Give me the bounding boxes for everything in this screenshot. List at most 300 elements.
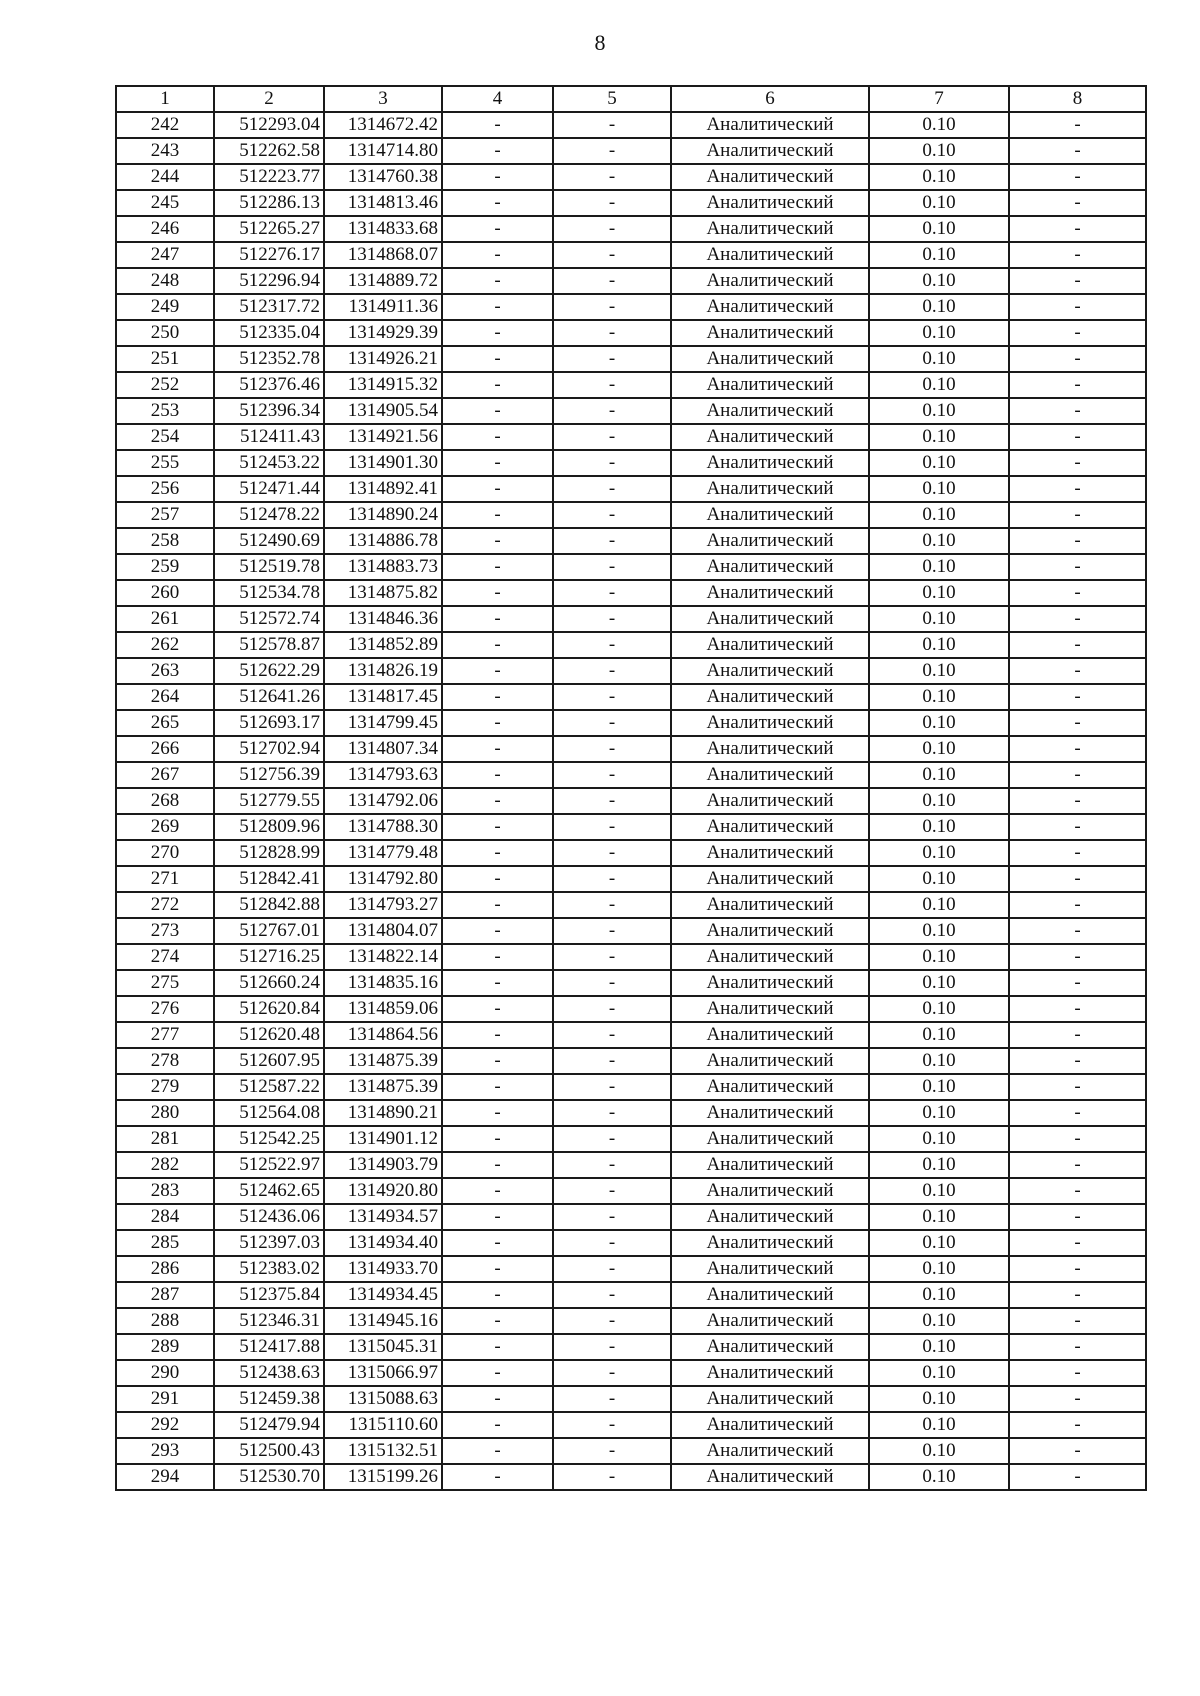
method-cell: Аналитический (671, 164, 869, 190)
point-number: 243 (116, 138, 214, 164)
coordinate-x: 512286.13 (214, 190, 324, 216)
method-cell: Аналитический (671, 762, 869, 788)
accuracy-cell: 0.10 (869, 892, 1009, 918)
column-8-value: - (1009, 632, 1146, 658)
column-8-value: - (1009, 1230, 1146, 1256)
coordinate-y: 1314886.78 (324, 528, 442, 554)
coordinate-x: 512693.17 (214, 710, 324, 736)
point-number: 290 (116, 1360, 214, 1386)
coordinate-x: 512716.25 (214, 944, 324, 970)
point-number: 272 (116, 892, 214, 918)
column-4-value: - (442, 424, 553, 450)
coordinate-y: 1314901.12 (324, 1126, 442, 1152)
table-row (116, 528, 1146, 554)
column-4-value: - (442, 1256, 553, 1282)
column-8-value: - (1009, 216, 1146, 242)
accuracy-cell: 0.10 (869, 1464, 1009, 1490)
column-8-value: - (1009, 1438, 1146, 1464)
column-5-value: - (553, 268, 671, 294)
column-5-value: - (553, 762, 671, 788)
point-number: 252 (116, 372, 214, 398)
accuracy-cell: 0.10 (869, 1100, 1009, 1126)
column-5-value: - (553, 190, 671, 216)
coordinate-y: 1314822.14 (324, 944, 442, 970)
accuracy-cell: 0.10 (869, 112, 1009, 138)
point-number: 258 (116, 528, 214, 554)
method-cell: Аналитический (671, 1022, 869, 1048)
accuracy-cell: 0.10 (869, 788, 1009, 814)
coordinate-x: 512641.26 (214, 684, 324, 710)
column-8-value: - (1009, 840, 1146, 866)
method-cell: Аналитический (671, 294, 869, 320)
method-cell: Аналитический (671, 1464, 869, 1490)
accuracy-cell: 0.10 (869, 1334, 1009, 1360)
coordinate-y: 1314892.41 (324, 476, 442, 502)
column-8-value: - (1009, 684, 1146, 710)
accuracy-cell: 0.10 (869, 606, 1009, 632)
table-row (116, 1204, 1146, 1230)
coordinate-x: 512335.04 (214, 320, 324, 346)
column-4-value: - (442, 892, 553, 918)
column-5-value: - (553, 242, 671, 268)
point-number: 261 (116, 606, 214, 632)
table-row (116, 112, 1146, 138)
point-number: 245 (116, 190, 214, 216)
column-4-value: - (442, 1230, 553, 1256)
column-8-value: - (1009, 1204, 1146, 1230)
table-row (116, 1230, 1146, 1256)
coordinate-x: 512397.03 (214, 1230, 324, 1256)
table-row (116, 1022, 1146, 1048)
coordinate-x: 512534.78 (214, 580, 324, 606)
accuracy-cell: 0.10 (869, 398, 1009, 424)
column-4-value: - (442, 138, 553, 164)
method-cell: Аналитический (671, 268, 869, 294)
accuracy-cell: 0.10 (869, 1126, 1009, 1152)
column-8-value: - (1009, 1048, 1146, 1074)
coordinate-x: 512276.17 (214, 242, 324, 268)
column-4-value: - (442, 502, 553, 528)
accuracy-cell: 0.10 (869, 762, 1009, 788)
coordinate-y: 1314864.56 (324, 1022, 442, 1048)
column-header: 5 (553, 86, 671, 112)
table-row (116, 1308, 1146, 1334)
column-5-value: - (553, 138, 671, 164)
column-5-value: - (553, 1412, 671, 1438)
column-4-value: - (442, 788, 553, 814)
table-row (116, 502, 1146, 528)
table-row (116, 216, 1146, 242)
column-4-value: - (442, 1178, 553, 1204)
point-number: 276 (116, 996, 214, 1022)
coordinate-y: 1314875.39 (324, 1074, 442, 1100)
column-5-value: - (553, 346, 671, 372)
column-8-value: - (1009, 1100, 1146, 1126)
method-cell: Аналитический (671, 216, 869, 242)
column-8-value: - (1009, 814, 1146, 840)
accuracy-cell: 0.10 (869, 970, 1009, 996)
column-4-value: - (442, 372, 553, 398)
coordinate-x: 512828.99 (214, 840, 324, 866)
column-5-value: - (553, 1334, 671, 1360)
accuracy-cell: 0.10 (869, 372, 1009, 398)
column-4-value: - (442, 1204, 553, 1230)
column-4-value: - (442, 1464, 553, 1490)
method-cell: Аналитический (671, 918, 869, 944)
column-8-value: - (1009, 502, 1146, 528)
method-cell: Аналитический (671, 1360, 869, 1386)
coordinate-y: 1315045.31 (324, 1334, 442, 1360)
table-row (116, 294, 1146, 320)
column-4-value: - (442, 1334, 553, 1360)
table-row (116, 658, 1146, 684)
coordinate-x: 512417.88 (214, 1334, 324, 1360)
column-5-value: - (553, 1464, 671, 1490)
coordinate-y: 1314920.80 (324, 1178, 442, 1204)
coordinate-x: 512620.84 (214, 996, 324, 1022)
column-4-value: - (442, 684, 553, 710)
column-header: 4 (442, 86, 553, 112)
column-8-value: - (1009, 190, 1146, 216)
point-number: 250 (116, 320, 214, 346)
table-row (116, 1178, 1146, 1204)
table-row (116, 1152, 1146, 1178)
column-4-value: - (442, 346, 553, 372)
coordinate-y: 1314835.16 (324, 970, 442, 996)
column-5-value: - (553, 1308, 671, 1334)
accuracy-cell: 0.10 (869, 1308, 1009, 1334)
column-8-value: - (1009, 580, 1146, 606)
coordinate-y: 1314875.39 (324, 1048, 442, 1074)
table-row (116, 424, 1146, 450)
column-8-value: - (1009, 476, 1146, 502)
point-number: 253 (116, 398, 214, 424)
coordinate-x: 512842.41 (214, 866, 324, 892)
column-4-value: - (442, 294, 553, 320)
point-number: 266 (116, 736, 214, 762)
column-8-value: - (1009, 1074, 1146, 1100)
column-4-value: - (442, 554, 553, 580)
method-cell: Аналитический (671, 788, 869, 814)
column-5-value: - (553, 1178, 671, 1204)
column-5-value: - (553, 1100, 671, 1126)
column-8-value: - (1009, 658, 1146, 684)
point-number: 271 (116, 866, 214, 892)
column-4-value: - (442, 918, 553, 944)
column-8-value: - (1009, 320, 1146, 346)
point-number: 262 (116, 632, 214, 658)
coordinate-y: 1315110.60 (324, 1412, 442, 1438)
table-row (116, 268, 1146, 294)
column-8-value: - (1009, 918, 1146, 944)
column-8-value: - (1009, 1334, 1146, 1360)
accuracy-cell: 0.10 (869, 1178, 1009, 1204)
coordinate-x: 512262.58 (214, 138, 324, 164)
accuracy-cell: 0.10 (869, 1074, 1009, 1100)
method-cell: Аналитический (671, 840, 869, 866)
coordinate-x: 512779.55 (214, 788, 324, 814)
coordinate-y: 1314889.72 (324, 268, 442, 294)
coordinate-x: 512578.87 (214, 632, 324, 658)
column-8-value: - (1009, 398, 1146, 424)
table-row (116, 1334, 1146, 1360)
coordinate-y: 1314779.48 (324, 840, 442, 866)
coordinate-x: 512438.63 (214, 1360, 324, 1386)
accuracy-cell: 0.10 (869, 710, 1009, 736)
coordinate-y: 1314868.07 (324, 242, 442, 268)
method-cell: Аналитический (671, 424, 869, 450)
table-row (116, 1048, 1146, 1074)
column-8-value: - (1009, 1360, 1146, 1386)
method-cell: Аналитический (671, 658, 869, 684)
coordinate-y: 1314807.34 (324, 736, 442, 762)
coordinate-y: 1314890.24 (324, 502, 442, 528)
coordinate-x: 512767.01 (214, 918, 324, 944)
column-8-value: - (1009, 892, 1146, 918)
column-5-value: - (553, 294, 671, 320)
point-number: 291 (116, 1386, 214, 1412)
table-row (116, 736, 1146, 762)
column-8-value: - (1009, 1386, 1146, 1412)
accuracy-cell: 0.10 (869, 736, 1009, 762)
point-number: 292 (116, 1412, 214, 1438)
column-4-value: - (442, 814, 553, 840)
column-8-value: - (1009, 1308, 1146, 1334)
accuracy-cell: 0.10 (869, 1282, 1009, 1308)
table-body (116, 112, 1146, 1490)
method-cell: Аналитический (671, 1048, 869, 1074)
column-8-value: - (1009, 112, 1146, 138)
coordinate-y: 1314760.38 (324, 164, 442, 190)
column-8-value: - (1009, 294, 1146, 320)
coordinate-x: 512462.65 (214, 1178, 324, 1204)
accuracy-cell: 0.10 (869, 1386, 1009, 1412)
accuracy-cell: 0.10 (869, 528, 1009, 554)
coordinate-y: 1315132.51 (324, 1438, 442, 1464)
column-5-value: - (553, 554, 671, 580)
column-4-value: - (442, 710, 553, 736)
column-4-value: - (442, 476, 553, 502)
column-5-value: - (553, 372, 671, 398)
method-cell: Аналитический (671, 814, 869, 840)
column-8-value: - (1009, 762, 1146, 788)
point-number: 285 (116, 1230, 214, 1256)
column-5-value: - (553, 1360, 671, 1386)
table-row (116, 710, 1146, 736)
column-4-value: - (442, 866, 553, 892)
coordinate-x: 512542.25 (214, 1126, 324, 1152)
coordinate-x: 512809.96 (214, 814, 324, 840)
column-8-value: - (1009, 1256, 1146, 1282)
column-5-value: - (553, 476, 671, 502)
column-4-value: - (442, 216, 553, 242)
column-4-value: - (442, 580, 553, 606)
column-4-value: - (442, 762, 553, 788)
point-number: 280 (116, 1100, 214, 1126)
table-row (116, 320, 1146, 346)
method-cell: Аналитический (671, 346, 869, 372)
point-number: 284 (116, 1204, 214, 1230)
column-4-value: - (442, 1386, 553, 1412)
column-8-value: - (1009, 138, 1146, 164)
column-5-value: - (553, 1438, 671, 1464)
point-number: 282 (116, 1152, 214, 1178)
table-row (116, 1438, 1146, 1464)
table-row (116, 632, 1146, 658)
column-8-value: - (1009, 242, 1146, 268)
column-header: 2 (214, 86, 324, 112)
point-number: 256 (116, 476, 214, 502)
column-5-value: - (553, 580, 671, 606)
column-4-value: - (442, 606, 553, 632)
table-row (116, 1412, 1146, 1438)
method-cell: Аналитический (671, 1230, 869, 1256)
column-5-value: - (553, 502, 671, 528)
method-cell: Аналитический (671, 996, 869, 1022)
coordinate-y: 1314911.36 (324, 294, 442, 320)
coordinate-x: 512459.38 (214, 1386, 324, 1412)
column-header: 3 (324, 86, 442, 112)
table-row (116, 372, 1146, 398)
column-8-value: - (1009, 268, 1146, 294)
method-cell: Аналитический (671, 138, 869, 164)
point-number: 273 (116, 918, 214, 944)
point-number: 247 (116, 242, 214, 268)
accuracy-cell: 0.10 (869, 632, 1009, 658)
coordinate-x: 512396.34 (214, 398, 324, 424)
column-5-value: - (553, 944, 671, 970)
accuracy-cell: 0.10 (869, 242, 1009, 268)
coordinate-y: 1314826.19 (324, 658, 442, 684)
table-row (116, 1256, 1146, 1282)
coordinate-y: 1314934.45 (324, 1282, 442, 1308)
accuracy-cell: 0.10 (869, 866, 1009, 892)
coordinate-x: 512375.84 (214, 1282, 324, 1308)
table-row (116, 1282, 1146, 1308)
column-5-value: - (553, 398, 671, 424)
coordinate-x: 512564.08 (214, 1100, 324, 1126)
coordinate-y: 1315088.63 (324, 1386, 442, 1412)
coordinate-x: 512756.39 (214, 762, 324, 788)
coordinate-x: 512660.24 (214, 970, 324, 996)
point-number: 294 (116, 1464, 214, 1490)
point-number: 254 (116, 424, 214, 450)
column-8-value: - (1009, 710, 1146, 736)
column-5-value: - (553, 788, 671, 814)
table-row (116, 190, 1146, 216)
method-cell: Аналитический (671, 1386, 869, 1412)
method-cell: Аналитический (671, 1126, 869, 1152)
column-4-value: - (442, 996, 553, 1022)
method-cell: Аналитический (671, 1282, 869, 1308)
coordinate-y: 1314804.07 (324, 918, 442, 944)
column-5-value: - (553, 1256, 671, 1282)
column-4-value: - (442, 190, 553, 216)
coordinate-y: 1314813.46 (324, 190, 442, 216)
coordinate-y: 1314945.16 (324, 1308, 442, 1334)
column-5-value: - (553, 970, 671, 996)
column-5-value: - (553, 658, 671, 684)
accuracy-cell: 0.10 (869, 1022, 1009, 1048)
column-8-value: - (1009, 554, 1146, 580)
coordinate-y: 1314817.45 (324, 684, 442, 710)
coordinate-x: 512453.22 (214, 450, 324, 476)
coordinate-x: 512471.44 (214, 476, 324, 502)
coordinate-x: 512293.04 (214, 112, 324, 138)
coordinate-y: 1314714.80 (324, 138, 442, 164)
coordinate-y: 1315066.97 (324, 1360, 442, 1386)
column-5-value: - (553, 1386, 671, 1412)
coordinate-y: 1314788.30 (324, 814, 442, 840)
point-number: 281 (116, 1126, 214, 1152)
coordinate-x: 512478.22 (214, 502, 324, 528)
accuracy-cell: 0.10 (869, 1230, 1009, 1256)
column-8-value: - (1009, 788, 1146, 814)
accuracy-cell: 0.10 (869, 450, 1009, 476)
column-8-value: - (1009, 1412, 1146, 1438)
table-row (116, 814, 1146, 840)
table-row (116, 1386, 1146, 1412)
point-number: 287 (116, 1282, 214, 1308)
column-5-value: - (553, 736, 671, 762)
method-cell: Аналитический (671, 190, 869, 216)
accuracy-cell: 0.10 (869, 268, 1009, 294)
point-number: 265 (116, 710, 214, 736)
table-row (116, 1074, 1146, 1100)
accuracy-cell: 0.10 (869, 1412, 1009, 1438)
method-cell: Аналитический (671, 502, 869, 528)
column-5-value: - (553, 424, 671, 450)
table-row (116, 1126, 1146, 1152)
column-5-value: - (553, 1282, 671, 1308)
method-cell: Аналитический (671, 1308, 869, 1334)
coordinate-y: 1314915.32 (324, 372, 442, 398)
coordinate-y: 1314883.73 (324, 554, 442, 580)
column-8-value: - (1009, 346, 1146, 372)
column-4-value: - (442, 1074, 553, 1100)
column-5-value: - (553, 112, 671, 138)
accuracy-cell: 0.10 (869, 996, 1009, 1022)
column-5-value: - (553, 1230, 671, 1256)
point-number: 277 (116, 1022, 214, 1048)
column-5-value: - (553, 528, 671, 554)
table-row (116, 788, 1146, 814)
column-4-value: - (442, 112, 553, 138)
point-number: 293 (116, 1438, 214, 1464)
coordinate-y: 1314672.42 (324, 112, 442, 138)
accuracy-cell: 0.10 (869, 840, 1009, 866)
column-4-value: - (442, 1126, 553, 1152)
column-5-value: - (553, 1204, 671, 1230)
table-row (116, 970, 1146, 996)
method-cell: Аналитический (671, 944, 869, 970)
method-cell: Аналитический (671, 554, 869, 580)
column-header: 6 (671, 86, 869, 112)
method-cell: Аналитический (671, 320, 869, 346)
column-4-value: - (442, 528, 553, 554)
column-5-value: - (553, 1048, 671, 1074)
coordinate-y: 1314833.68 (324, 216, 442, 242)
column-5-value: - (553, 866, 671, 892)
column-header: 1 (116, 86, 214, 112)
column-5-value: - (553, 320, 671, 346)
column-8-value: - (1009, 970, 1146, 996)
table-row (116, 242, 1146, 268)
column-4-value: - (442, 1438, 553, 1464)
column-8-value: - (1009, 606, 1146, 632)
column-8-value: - (1009, 450, 1146, 476)
column-4-value: - (442, 320, 553, 346)
